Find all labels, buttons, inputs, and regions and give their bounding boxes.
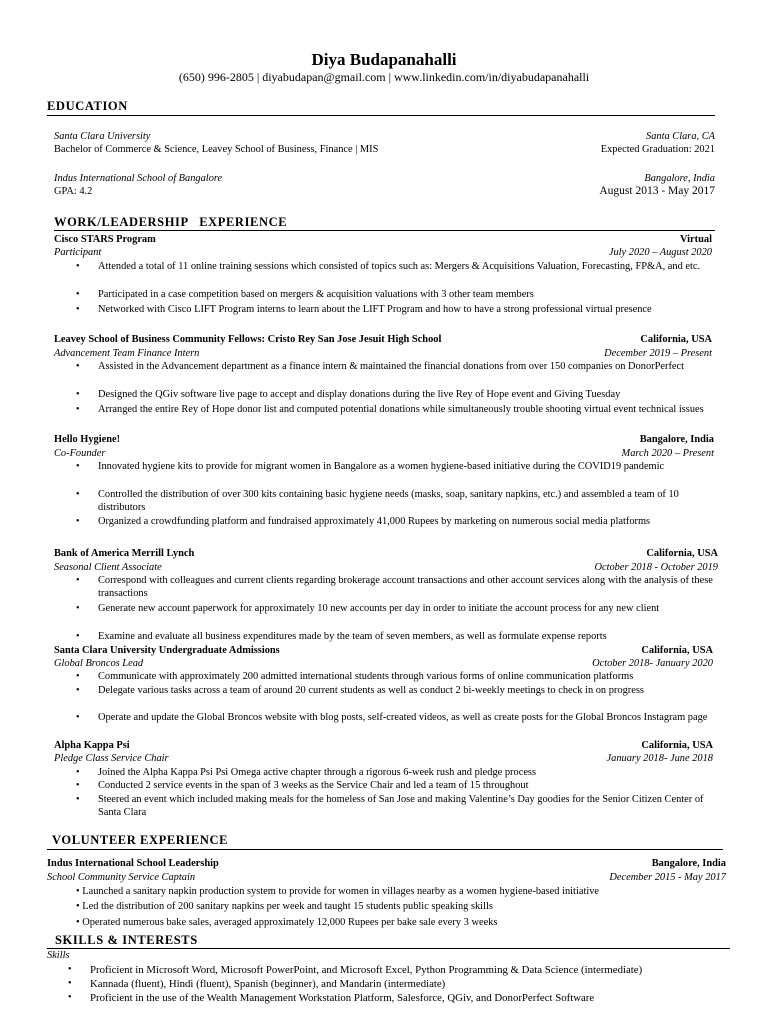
job-location: California, USA	[641, 645, 713, 656]
volunteer-bullet: • Launched a sanitary napkin production system to provide for women in villages nearby as a women hygiene-based initiative	[76, 886, 600, 897]
job-bullet: Attended a total of 11 online training sessions which consisted of topics such as: Mergers & Acquisitions Valuation, Forecasting, FP&A, and etc.	[98, 261, 701, 272]
job-bullet: Designed the QGiv software live page to accept and display donations during the live Rey of Hope event and Giving Tuesday	[98, 389, 621, 400]
bullet-icon: •	[76, 289, 80, 300]
bullet-icon: •	[76, 261, 80, 272]
bullet-icon: •	[76, 461, 80, 472]
bullet-icon: •	[76, 631, 80, 642]
edu-detail: GPA: 4.2	[54, 186, 93, 197]
skill-item: Proficient in the use of the Wealth Management Workstation Platform, Salesforce, QGiv, and DonorPerfect Software	[90, 992, 595, 1004]
edu-date: August 2013 - May 2017	[599, 185, 715, 197]
job-org: Santa Clara University Undergraduate Admissions	[54, 645, 280, 656]
job-org: Alpha Kappa Psi	[54, 740, 130, 751]
volunteer-bullet: • Led the distribution of 200 sanitary napkins per week and taught 15 students public speaking skills	[76, 901, 493, 912]
job-bullet: Innovated hygiene kits to provide for migrant women in Bangalore as a women hygiene-based initiative during the COVID19 pandemic	[98, 461, 665, 472]
job-bullet: Communicate with approximately 200 admitted international students through various forms of online communication platforms	[98, 671, 634, 682]
bullet-icon: •	[68, 992, 72, 1003]
section-divider	[47, 849, 723, 850]
job-date: October 2018- January 2020	[592, 658, 713, 669]
volunteer-org: Indus International School Leadership	[47, 858, 219, 869]
edu-location: Santa Clara, CA	[646, 131, 715, 142]
job-bullet: Generate new account paperwork for approximately 10 new accounts per day in order to initiate the account process for any new client	[98, 603, 660, 614]
edu-school: Santa Clara University	[54, 131, 151, 142]
job-bullet: Examine and evaluate all business expenditures made by the team of seven members, as well as formulate expense reports	[98, 631, 607, 642]
job-org: Leavey School of Business Community Fellows: Cristo Rey San Jose Jesuit High School	[54, 334, 442, 345]
job-bullet: Steered an event which included making meals for the homeless of San Jose and making Valentine’s Day goodies for the Senior Citizen Center of Santa Clara	[98, 794, 704, 818]
job-role: Seasonal Client Associate	[54, 562, 162, 573]
bullet-icon: •	[76, 516, 80, 527]
job-date: January 2018- June 2018	[606, 753, 713, 764]
skill-item: Proficient in Microsoft Word, Microsoft PowerPoint, and Microsoft Excel, Python Programming & Data Science (intermediate)	[90, 964, 643, 976]
job-org: Hello Hygiene!	[54, 434, 121, 445]
bullet-icon: •	[76, 489, 80, 500]
resume-name: Diya Budapanahalli	[311, 50, 457, 69]
bullet-icon: •	[76, 304, 80, 315]
job-location: California, USA	[641, 740, 713, 751]
bullet-icon: •	[68, 964, 72, 975]
bullet-icon: •	[76, 603, 80, 614]
volunteer-location: Bangalore, India	[651, 858, 726, 869]
job-role: Co-Founder	[54, 448, 106, 459]
job-location: Virtual	[680, 234, 712, 245]
job-location: Bangalore, India	[639, 434, 714, 445]
volunteer-heading: VOLUNTEER EXPERIENCE	[52, 833, 229, 847]
job-date: July 2020 – August 2020	[608, 247, 712, 258]
edu-date: Expected Graduation: 2021	[600, 144, 715, 155]
section-divider	[47, 115, 715, 116]
job-bullet: Assisted in the Advancement department as a finance intern & maintained the financial donations from over 150 companies on DonorPerfect	[98, 361, 685, 372]
volunteer-bullet: • Operated numerous bake sales, averaged approximately 12,000 Rupees per bake sale every 3 weeks	[76, 917, 498, 928]
job-org: Cisco STARS Program	[54, 234, 156, 245]
bullet-icon: •	[76, 404, 80, 415]
edu-location: Bangalore, India	[644, 173, 715, 184]
bullet-icon: •	[76, 671, 80, 682]
section-divider	[54, 230, 715, 231]
edu-detail: Bachelor of Commerce & Science, Leavey School of Business, Finance | MIS	[54, 144, 379, 155]
job-date: December 2019 – Present	[604, 348, 712, 359]
contact-line: (650) 996-2805 | diyabudapan@gmail.com | www.linkedin.com/in/diyabudapanahalli	[178, 70, 590, 84]
job-bullet: Operate and update the Global Broncos website with blog posts, self-created videos, as well as create posts for the Global Broncos Instagram page	[98, 712, 708, 723]
bullet-icon: •	[76, 767, 80, 778]
job-bullet: Organized a crowdfunding platform and fundraised approximately 41,000 Rupees by marketing on numerous social media platforms	[98, 516, 651, 527]
job-role: Global Broncos Lead	[54, 658, 144, 669]
skills-subtitle: Skills	[47, 950, 70, 961]
edu-school: Indus International School of Bangalore	[54, 173, 223, 184]
job-bullet: Arranged the entire Rey of Hope donor list and computed potential donations while simultaneously trouble shooting virtual event technical issues	[98, 404, 704, 415]
job-location: California, USA	[646, 548, 718, 559]
bullet-icon: •	[76, 575, 80, 586]
bullet-icon: •	[76, 780, 80, 791]
bullet-icon: •	[76, 361, 80, 372]
job-date: March 2020 – Present	[621, 448, 714, 459]
bullet-icon: •	[76, 794, 80, 805]
skills-heading: SKILLS & INTERESTS	[55, 933, 198, 947]
bullet-icon: •	[68, 978, 72, 989]
job-date: October 2018 - October 2019	[594, 562, 718, 573]
job-bullet: Networked with Cisco LIFT Program interns to learn about the LIFT Program and how to have a strong professional virtual presence	[98, 304, 652, 315]
job-bullet: Joined the Alpha Kappa Psi Psi Omega active chapter through a rigorous 6-week rush and pledge process	[98, 767, 537, 778]
job-bullet: Controlled the distribution of over 300 kits containing basic hygiene needs (masks, soap, sanitary napkins, etc.) and assembled a team of 10 distributors	[98, 489, 679, 513]
bullet-icon: •	[76, 712, 80, 723]
skill-item: Kannada (fluent), Hindi (fluent), Spanish (beginner), and Mandarin (intermediate)	[90, 978, 446, 990]
job-location: California, USA	[640, 334, 712, 345]
job-org: Bank of America Merrill Lynch	[54, 548, 195, 559]
job-bullet: Participated in a case competition based on mergers & acquisition valuations with 3 other team members	[98, 289, 534, 300]
job-bullet: Correspond with colleagues and current clients regarding brokerage account transactions and other account services along with the analysis of these transactions	[98, 575, 713, 599]
bullet-icon: •	[76, 685, 80, 696]
bullet-icon: •	[76, 389, 80, 400]
job-role: Participant	[54, 247, 102, 258]
job-bullet: Conducted 2 service events in the span of 3 weeks as the Service Chair and led a team of 15 throughout	[98, 780, 529, 791]
volunteer-date: December 2015 - May 2017	[609, 872, 726, 883]
job-bullet: Delegate various tasks across a team of around 20 current students as well as conduct 2 bi-weekly meetings to check in on progress	[98, 685, 644, 696]
education-heading: EDUCATION	[47, 99, 128, 113]
work-heading: WORK/LEADERSHIP EXPERIENCE	[54, 215, 288, 229]
job-role: Advancement Team Finance Intern	[54, 348, 200, 359]
volunteer-role: School Community Service Captain	[47, 872, 196, 883]
job-role: Pledge Class Service Chair	[54, 753, 169, 764]
section-divider	[47, 948, 730, 949]
